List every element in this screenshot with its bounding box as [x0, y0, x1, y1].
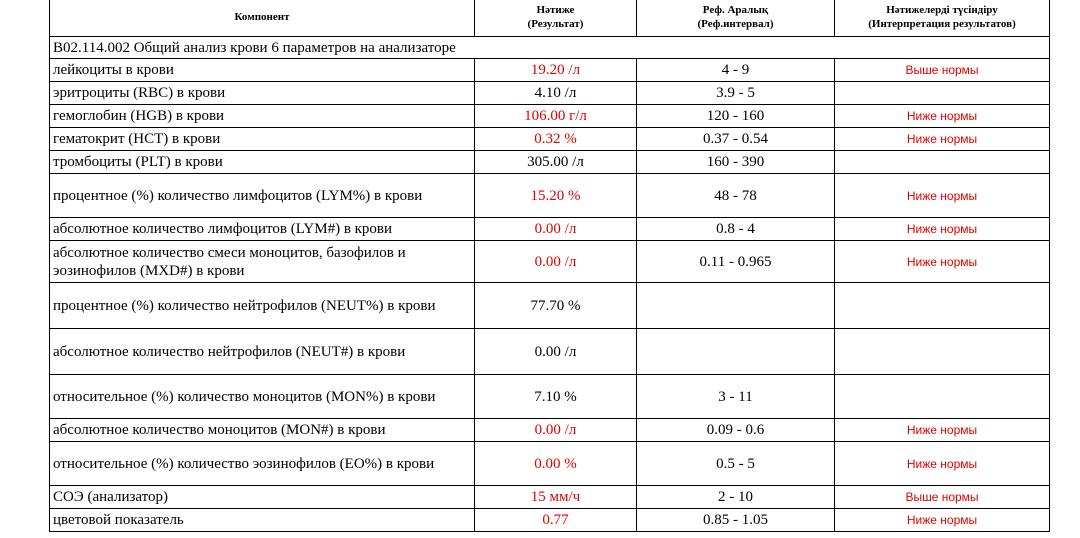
- interpretation-flag: Ниже нормы: [835, 174, 1050, 218]
- table-row: [50, 509, 1050, 532]
- component-name: тромбоциты (PLT) в крови: [50, 151, 475, 174]
- reference-range: 0.5 - 5: [637, 442, 835, 486]
- reference-range: 2 - 10: [637, 486, 835, 509]
- reference-range: 4 - 9: [637, 59, 835, 82]
- component-name: относительное (%) количество эозинофилов (EO%) в крови: [50, 442, 475, 486]
- result-value: 15.20 %: [475, 174, 637, 218]
- table-row: [50, 105, 1050, 128]
- component-name: процентное (%) количество нейтрофилов (NEUT%) в крови: [50, 283, 475, 329]
- table-header-row: [50, 0, 1050, 37]
- interpretation-flag: Ниже нормы: [835, 218, 1050, 241]
- interpretation-flag: Выше нормы: [835, 486, 1050, 509]
- header-result: Нәтиже (Результат): [475, 0, 637, 37]
- component-name: гемоглобин (HGB) в крови: [50, 105, 475, 128]
- result-value: 0.00 /л: [475, 241, 637, 283]
- table-row: [50, 283, 1050, 329]
- component-name: лейкоциты в крови: [50, 59, 475, 82]
- table-row: [50, 486, 1050, 509]
- interpretation-flag: Ниже нормы: [835, 442, 1050, 486]
- table-row: [50, 59, 1050, 82]
- reference-range: 120 - 160: [637, 105, 835, 128]
- reference-range: 3.9 - 5: [637, 82, 835, 105]
- header-component: Компонент: [50, 0, 475, 37]
- table-row: [50, 174, 1050, 218]
- component-name: цветовой показатель: [50, 509, 475, 532]
- interpretation-flag: [835, 82, 1050, 105]
- section-row: [50, 37, 1050, 59]
- interpretation-flag: Ниже нормы: [835, 128, 1050, 151]
- header-interpretation: Нәтижелерді түсіндіру (Интерпретация результатов): [835, 0, 1050, 37]
- component-name: эритроциты (RBC) в крови: [50, 82, 475, 105]
- component-name: абсолютное количество нейтрофилов (NEUT#) в крови: [50, 329, 475, 375]
- reference-range: 0.11 - 0.965: [637, 241, 835, 283]
- result-value: 305.00 /л: [475, 151, 637, 174]
- result-value: 15 мм/ч: [475, 486, 637, 509]
- component-name: абсолютное количество моноцитов (MON#) в крови: [50, 419, 475, 442]
- reference-range: 0.37 - 0.54: [637, 128, 835, 151]
- blood-test-results-table: [49, 0, 1050, 532]
- component-name: относительное (%) количество моноцитов (MON%) в крови: [50, 375, 475, 419]
- result-value: 0.00 /л: [475, 218, 637, 241]
- result-value: 0.00 %: [475, 442, 637, 486]
- reference-range: [637, 283, 835, 329]
- reference-range: 0.8 - 4: [637, 218, 835, 241]
- interpretation-flag: Выше нормы: [835, 59, 1050, 82]
- result-value: 0.32 %: [475, 128, 637, 151]
- reference-range: 160 - 390: [637, 151, 835, 174]
- section-title: B02.114.002 Общий анализ крови 6 параметров на анализаторе: [50, 37, 1050, 59]
- reference-range: 48 - 78: [637, 174, 835, 218]
- table-row: [50, 375, 1050, 419]
- result-value: 7.10 %: [475, 375, 637, 419]
- table-row: [50, 419, 1050, 442]
- table-row: [50, 329, 1050, 375]
- interpretation-flag: [835, 329, 1050, 375]
- reference-range: [637, 329, 835, 375]
- table-row: [50, 151, 1050, 174]
- component-name: гематокрит (HCT) в крови: [50, 128, 475, 151]
- table-row: [50, 128, 1050, 151]
- result-value: 19.20 /л: [475, 59, 637, 82]
- component-name: СОЭ (анализатор): [50, 486, 475, 509]
- component-name: абсолютное количество лимфоцитов (LYM#) в крови: [50, 218, 475, 241]
- reference-range: 0.85 - 1.05: [637, 509, 835, 532]
- result-value: 106.00 г/л: [475, 105, 637, 128]
- interpretation-flag: [835, 375, 1050, 419]
- result-value: 0.00 /л: [475, 419, 637, 442]
- table-row: [50, 218, 1050, 241]
- table-row: [50, 442, 1050, 486]
- reference-range: 3 - 11: [637, 375, 835, 419]
- table-row: [50, 82, 1050, 105]
- interpretation-flag: Ниже нормы: [835, 419, 1050, 442]
- header-reference: Реф. Аралық (Реф.интервал): [637, 0, 835, 37]
- interpretation-flag: [835, 151, 1050, 174]
- result-value: 4.10 /л: [475, 82, 637, 105]
- result-value: 77.70 %: [475, 283, 637, 329]
- component-name: абсолютное количество смеси моноцитов, базофилов и эозинофилов (MXD#) в крови: [50, 241, 475, 283]
- interpretation-flag: Ниже нормы: [835, 105, 1050, 128]
- interpretation-flag: Ниже нормы: [835, 509, 1050, 532]
- result-value: 0.77: [475, 509, 637, 532]
- table-row: [50, 241, 1050, 283]
- result-value: 0.00 /л: [475, 329, 637, 375]
- reference-range: 0.09 - 0.6: [637, 419, 835, 442]
- interpretation-flag: [835, 283, 1050, 329]
- component-name: процентное (%) количество лимфоцитов (LYM%) в крови: [50, 174, 475, 218]
- interpretation-flag: Ниже нормы: [835, 241, 1050, 283]
